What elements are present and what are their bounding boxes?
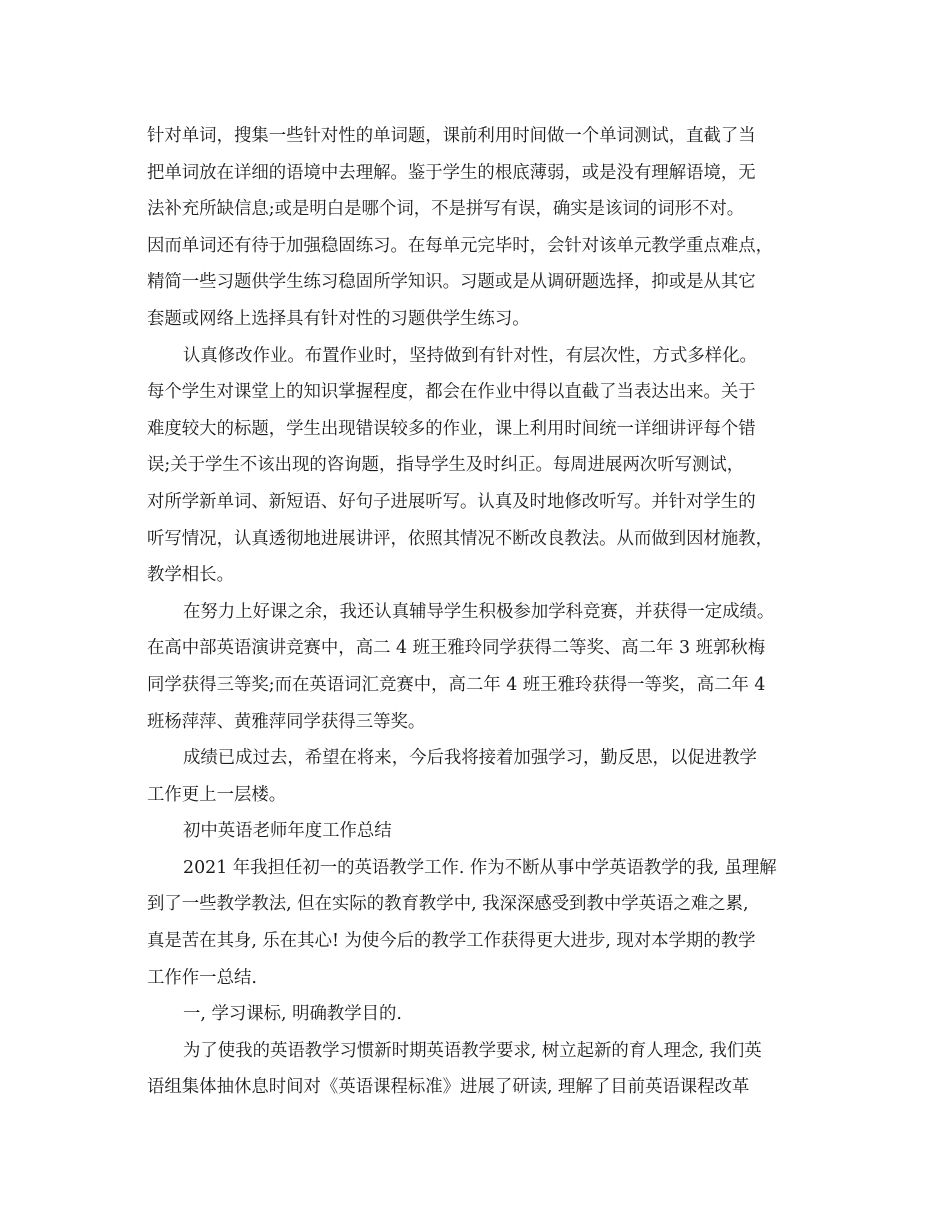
text-line: 到了一些教学教法, 但在实际的教育教学中, 我深深感受到教中学英语之难之累,	[147, 894, 749, 915]
paragraph-start-line: 2021 年我担任初一的英语教学工作. 作为不断从事中学英语教学的我, 虽理解	[183, 857, 777, 878]
text-line: 对所学新单词、新短语、好句子进展听写。认真及时地修改听写。并针对学生的	[147, 491, 756, 512]
text-line: 法补充所缺信息;或是明白是哪个词，不是拼写有误，确实是该词的词形不对。	[147, 199, 745, 220]
subsection-heading: 一, 学习课标, 明确教学目的.	[183, 1004, 402, 1025]
paragraph-start-line: 在努力上好课之余，我还认真辅导学生积极参加学科竞赛，并获得一定成绩。	[183, 601, 775, 622]
text-line: 套题或网络上选择具有针对性的习题供学生练习。	[147, 308, 530, 329]
document-body	[147, 118, 807, 1106]
text-line: 教学相长。	[147, 565, 234, 586]
paragraph-start-line: 成绩已成过去，希望在将来，今后我将接着加强学习，勤反思，以促进教学	[183, 748, 757, 769]
text-line: 误;关于学生不该出现的咨询题，指导学生及时纠正。每周进展两次听写测试，	[147, 455, 745, 476]
section-heading: 初中英语老师年度工作总结	[183, 821, 392, 842]
text-line: 难度较大的标题，学生出现错误较多的作业，课上利用时间统一详细讲评每个错	[147, 418, 756, 439]
text-line: 真是苦在其身, 乐在其心! 为使今后的教学工作获得更大进步, 现对本学期的教学	[147, 931, 756, 952]
text-line: 同学获得三等奖;而在英语词汇竞赛中，高二年 4 班王雅玲获得一等奖，高二年 4	[147, 674, 766, 695]
text-line: 因而单词还有待于加强稳固练习。在每单元完毕时，会针对该单元教学重点难点，	[147, 235, 774, 256]
text-line: 听写情况，认真透彻地进展讲评，依照其情况不断改良教法。从而做到因材施教，	[147, 528, 774, 549]
text-line: 把单词放在详细的语境中去理解。鉴于学生的根底薄弱，或是没有理解语境，无	[147, 162, 756, 183]
text-line: 每个学生对课堂上的知识掌握程度，都会在作业中得以直截了当表达出来。关于	[147, 382, 756, 403]
paragraph-start-line: 认真修改作业。布置作业时，坚持做到有针对性，有层次性，方式多样化。	[183, 345, 757, 366]
text-line: 语组集体抽休息时间对《英语课程标准》进展了研读, 理解了目前英语课程改革	[147, 1077, 750, 1098]
text-line: 在高中部英语演讲竞赛中，高二 4 班王雅玲同学获得二等奖、高二年 3 班郭秋梅	[147, 638, 766, 659]
text-line: 精简一些习题供学生练习稳固所学知识。习题或是从调研题选择，抑或是从其它	[147, 272, 756, 293]
text-line: 针对单词，搜集一些针对性的单词题，课前利用时间做一个单词测试，直截了当	[147, 126, 756, 146]
paragraph-start-line: 为了使我的英语教学习惯新时期英语教学要求, 树立起新的育人理念, 我们英	[183, 1040, 762, 1061]
text-line: 工作更上一层楼。	[147, 784, 287, 805]
text-line: 班杨萍萍、黄雅萍同学获得三等奖。	[147, 711, 426, 732]
text-line: 工作作一总结.	[147, 967, 257, 988]
